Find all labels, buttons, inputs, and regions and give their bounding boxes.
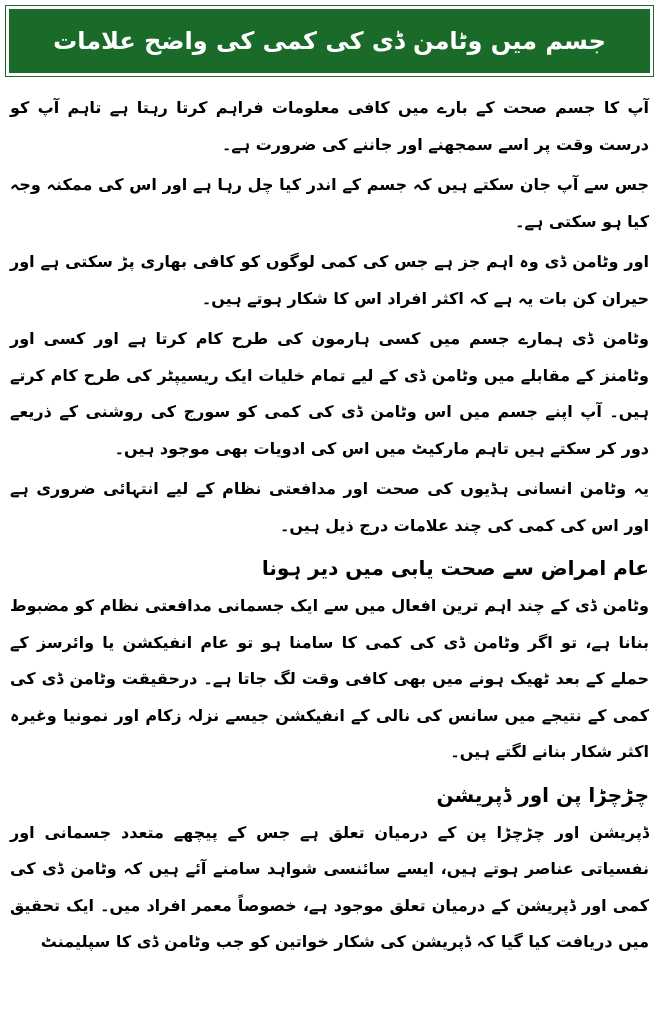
section-heading-irritability-depression: چڑچڑا پن اور ڈپریشن [436,782,649,807]
article-title: جسم میں وٹامن ڈی کی کمی کی واضح علامات [53,27,606,55]
section-text-irritability-depression: ڈپریشن اور چڑچڑا پن کے درمیان تعلق ہے جس کے پیچھے متعدد جسمانی اور نفسیاتی عناصر ہوتے ہیں، ایسے سائنسی شواہد سامنے آئے ہیں کہ وٹامن ڈی کی کمی اور ڈپریشن کے درمیان تعلق موجود ہے، خصوصاً معمر افراد میں۔ ایک تحقیق میں دریافت کیا گیا کہ ڈپریشن کی شکار خواتین کو جب وٹامن ڈی کا سپلیمنٹ [10,822,649,951]
section-heading-slow-recovery: عام امراض سے صحت یابی میں دیر ہونا [261,556,649,580]
intro-paragraph-5: یہ وٹامن انسانی ہڈیوں کی صحت اور مدافعتی نظام کے لیے انتہائی ضروری ہے اور اس کی کمی کی چند علامات درج ذیل ہیں۔ [10,479,649,535]
section-text-slow-recovery: وٹامن ڈی کے چند اہم ترین افعال میں سے ایک جسمانی مدافعتی نظام کو مضبوط بنانا ہے، تو اگر وٹامن ڈی کی کمی کا سامنا ہو تو عام انفیکشن یا وائرسز کے حملے کے بعد ٹھیک ہونے میں بھی کافی وقت لگ جاتا ہے۔ درحقیقت وٹامن ڈی کی کمی کے نتیجے میں سانس کی نالی کے انفیکشن جیسے نزلہ زکام اور نمونیا وغیرہ اکثر شکار بنانے لگتے ہیں۔ [10,596,649,761]
intro-paragraph-4: وٹامن ڈی ہمارے جسم میں کسی ہارمون کی طرح کام کرتا ہے اور کسی اور وٹامنز کے مقابلے میں وٹامن ڈی کے لیے تمام خلیات ایک ریسیپٹر کی طرح کام کرتے ہیں۔ آپ اپنے جسم میں اس وٹامن ڈی کی کمی کو سورج کی روشنی کے ذریعے دور کر سکتے ہیں تاہم مارکیٹ میں اس کی ادویات بھی موجود ہیں۔ [10,329,649,458]
intro-paragraph-3: اور وٹامن ڈی وہ اہم جز ہے جس کی کمی لوگوں کو کافی بھاری پڑ سکتی ہے اور حیران کن بات یہ ہے کہ اکثر افراد اس کا شکار ہوتے ہیں۔ [10,252,649,308]
title-banner [6,6,653,76]
article-body [10,90,649,965]
intro-paragraph-2: جس سے آپ جان سکتے ہیں کہ جسم کے اندر کیا چل رہا ہے اور اس کی ممکنہ وجہ کیا ہو سکتی ہے۔ [10,175,649,231]
intro-paragraph-1: آپ کا جسم صحت کے بارے میں کافی معلومات فراہم کرتا رہتا ہے تاہم آپ کو درست وقت پر اسے سمجھنے اور جاننے کی ضرورت ہے۔ [10,98,649,154]
